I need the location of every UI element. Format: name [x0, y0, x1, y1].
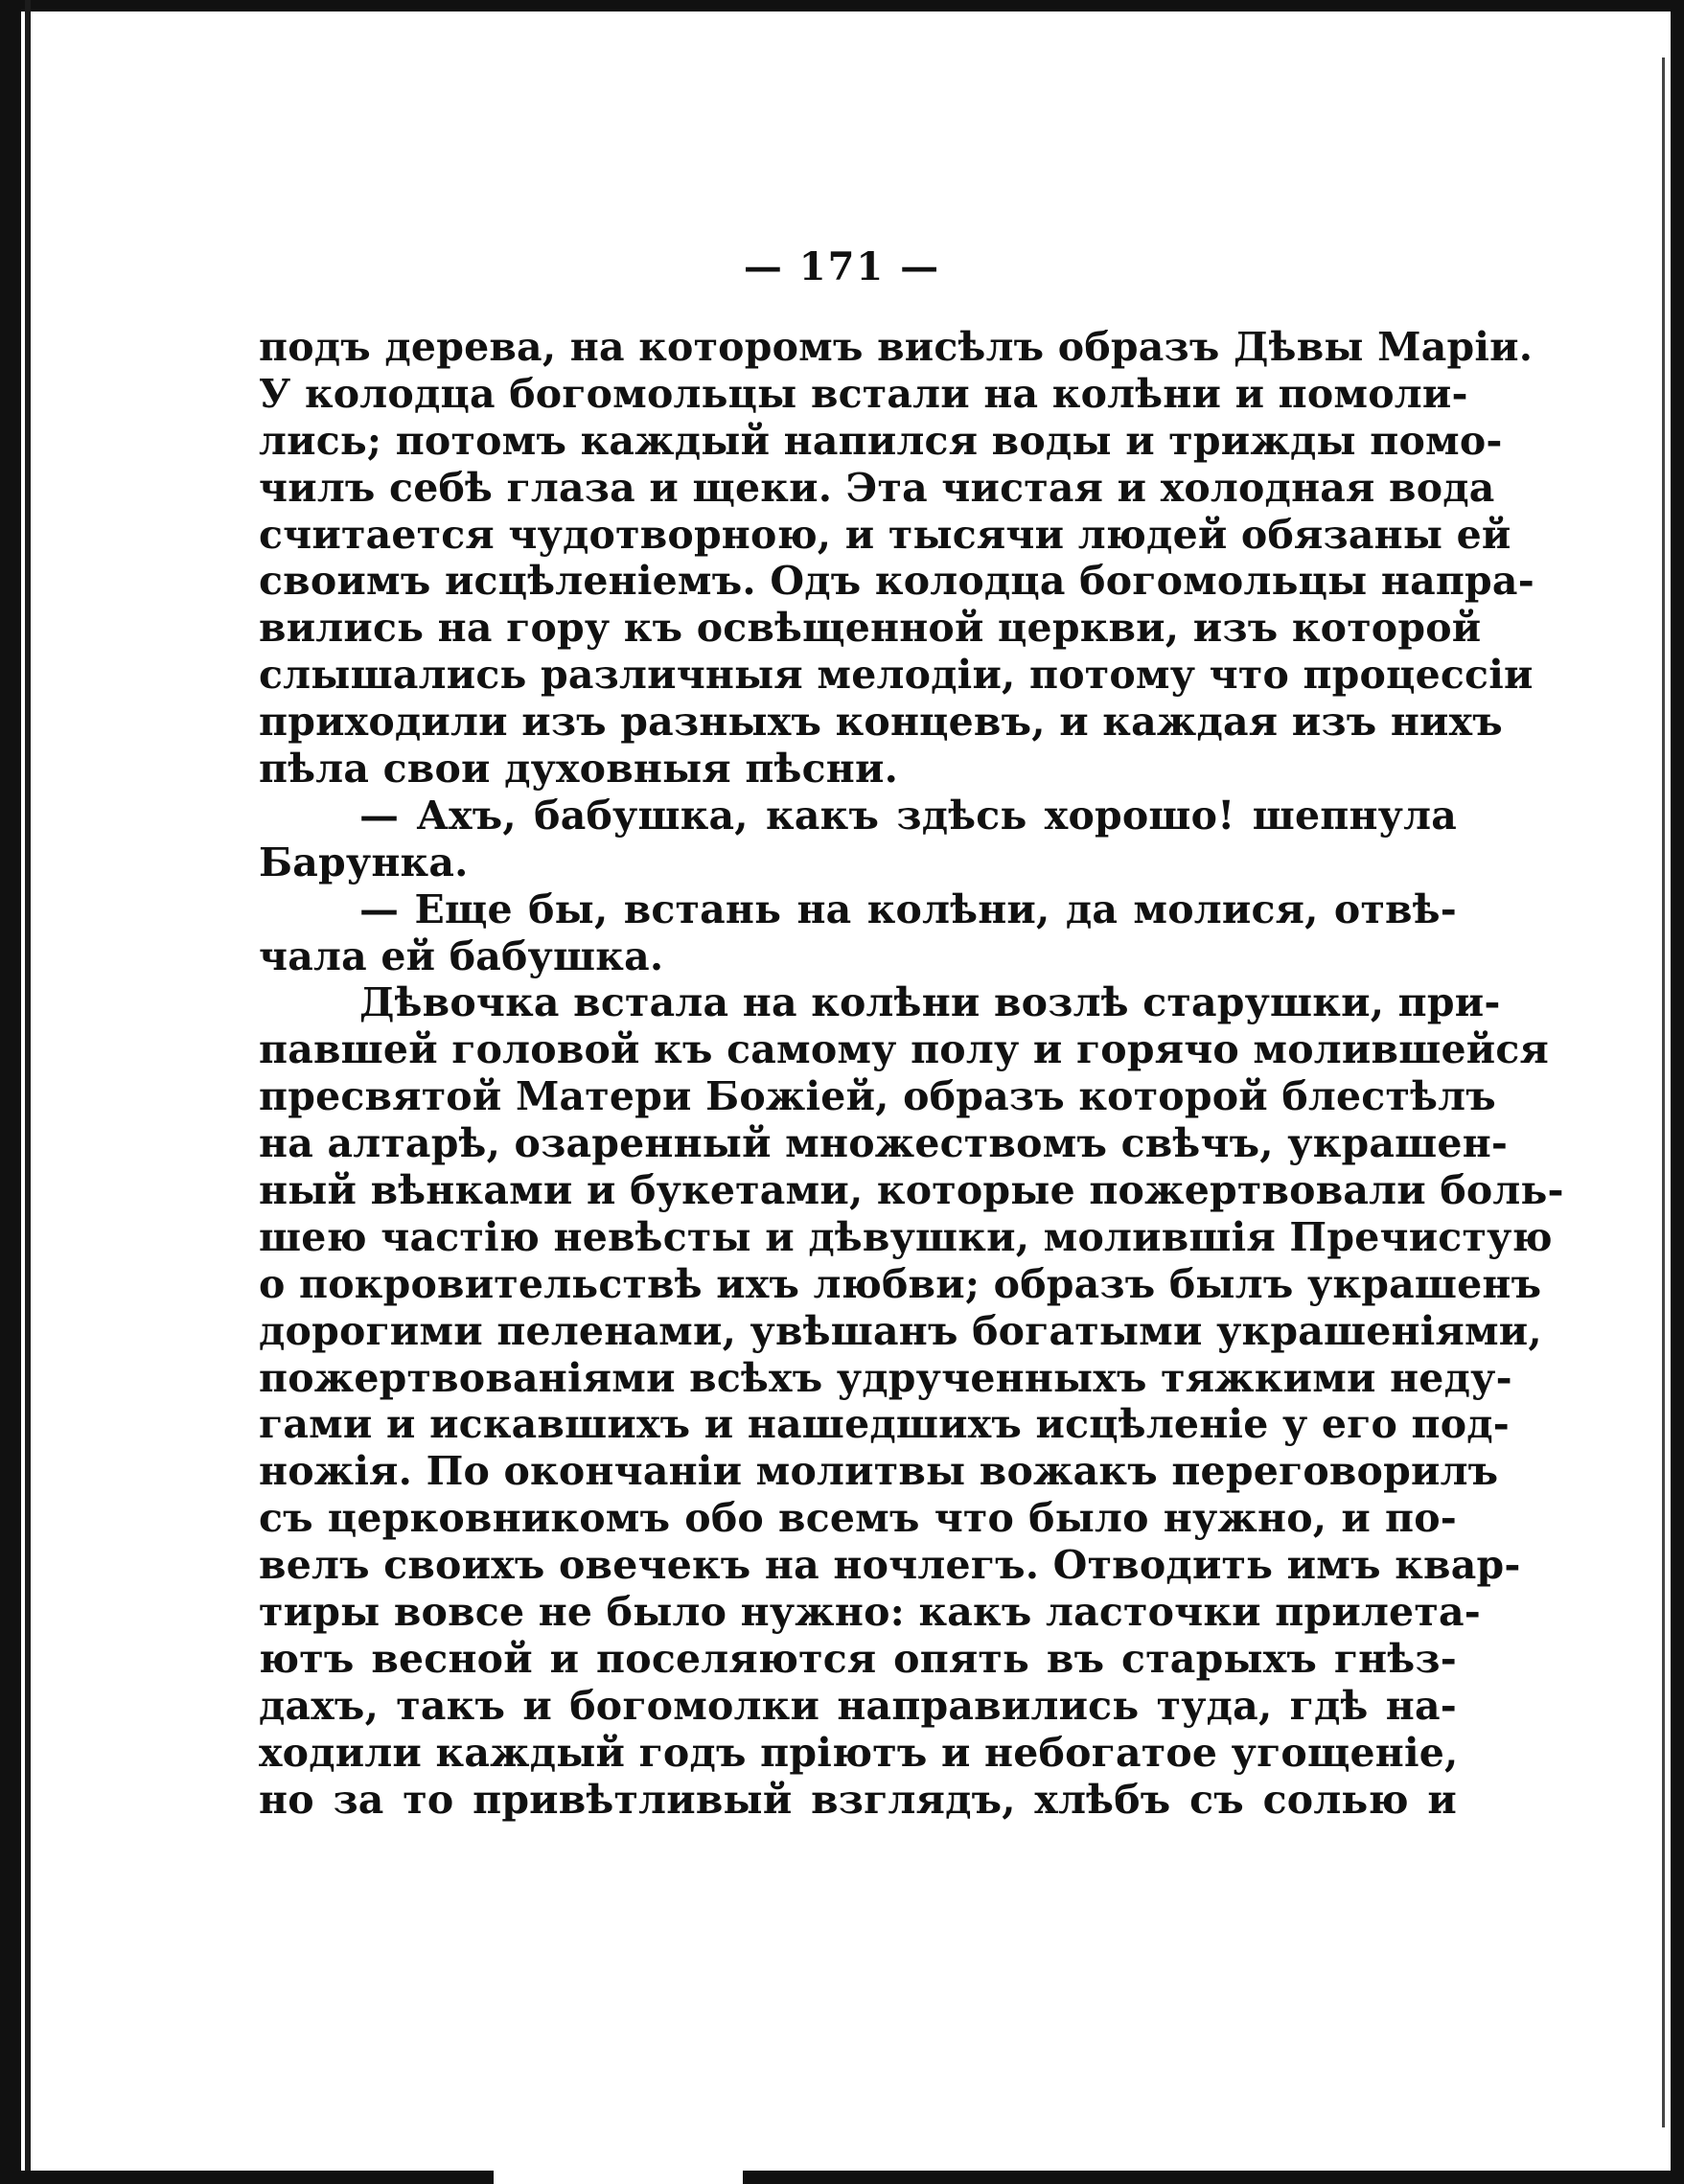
scan-border-right [1671, 0, 1684, 2184]
text-line: но за то привѣтливый взглядъ, хлѣбъ съ солью и [259, 1776, 1457, 1823]
text-line: Барунка. [259, 839, 469, 885]
text-line: ный вѣнками и букетами, которые пожертвовали боль- [259, 1167, 1564, 1214]
scan-border-left-inner [25, 0, 31, 2184]
text-line: — Ахъ, бабушка, какъ здѣсь хорошо! шепнула [359, 792, 1457, 839]
text-line: на алтарѣ, озаренный множествомъ свѣчъ, украшен- [259, 1120, 1509, 1167]
text-line: ходили каждый годъ пріютъ и небогатое угощеніе, [259, 1729, 1459, 1776]
text-line: У колодца богомольцы встали на колѣни и помоли- [259, 370, 1468, 417]
text-line: велъ своихъ овечекъ на ночлегъ. Отводить имъ квар- [259, 1542, 1521, 1589]
text-line: считается чудотворною, и тысячи людей обязаны ей [259, 511, 1511, 558]
text-line: пѣла свои духовныя пѣсни. [259, 746, 899, 793]
text-line: чала ей бабушка. [259, 932, 664, 979]
scan-border-top [0, 0, 1684, 11]
scan-border-right-inner [1662, 57, 1665, 2127]
text-line: пожертвованіями всѣхъ удрученныхъ тяжкими неду- [259, 1354, 1512, 1401]
text-line: тиры вовсе не было нужно: какъ ласточки прилета- [259, 1589, 1481, 1636]
text-line: подъ дерева, на которомъ висѣлъ образъ Дѣвы Маріи. [259, 324, 1534, 370]
text-line: вились на гору къ освѣщенной церкви, изъ которой [259, 605, 1482, 652]
body-text [259, 324, 1564, 1824]
text-line: шею частію невѣсты и дѣвушки, молившія Пречистую [259, 1213, 1553, 1260]
page-number: — 171 — [743, 244, 941, 289]
text-line: Дѣвочка встала на колѣни возлѣ старушки, при- [359, 979, 1501, 1026]
text-line: о покровительствѣ ихъ любви; образъ былъ украшенъ [259, 1260, 1542, 1307]
scan-border-left [0, 0, 21, 2184]
text-line: чилъ себѣ глаза и щеки. Эта чистая и холодная вода [259, 464, 1495, 511]
text-line: слышались различныя мелодіи, потому что процессіи [259, 652, 1534, 699]
text-line: съ церковникомъ обо всемъ что было нужно, и по- [259, 1495, 1457, 1542]
text-line: дорогими пеленами, увѣшанъ богатыми украшеніями, [259, 1307, 1542, 1354]
text-line: гами и искавшихъ и нашедшихъ исцѣленіе у его под- [259, 1401, 1511, 1448]
text-line: ютъ весной и поселяются опять въ старыхъ гнѣз- [259, 1635, 1457, 1682]
text-line: своимъ исцѣленіемъ. Одъ колодца богомольцы напра- [259, 558, 1534, 605]
text-line: лись; потомъ каждый напился воды и трижды помо- [259, 417, 1503, 464]
scan-border-bottom-right [743, 2171, 1684, 2184]
text-line: пресвятой Матери Божіей, образъ которой блестѣлъ [259, 1073, 1496, 1120]
text-line: дахъ, такъ и богомолки направились туда, гдѣ на- [259, 1682, 1457, 1729]
text-line: ножія. По окончаніи молитвы вожакъ переговорилъ [259, 1448, 1499, 1495]
text-line: приходили изъ разныхъ концевъ, и каждая изъ нихъ [259, 699, 1503, 746]
scan-border-bottom-left [0, 2171, 494, 2184]
text-line: павшей головой къ самому полу и горячо молившейся [259, 1026, 1550, 1073]
text-line: — Еще бы, встань на колѣни, да молися, отвѣ- [359, 885, 1457, 932]
